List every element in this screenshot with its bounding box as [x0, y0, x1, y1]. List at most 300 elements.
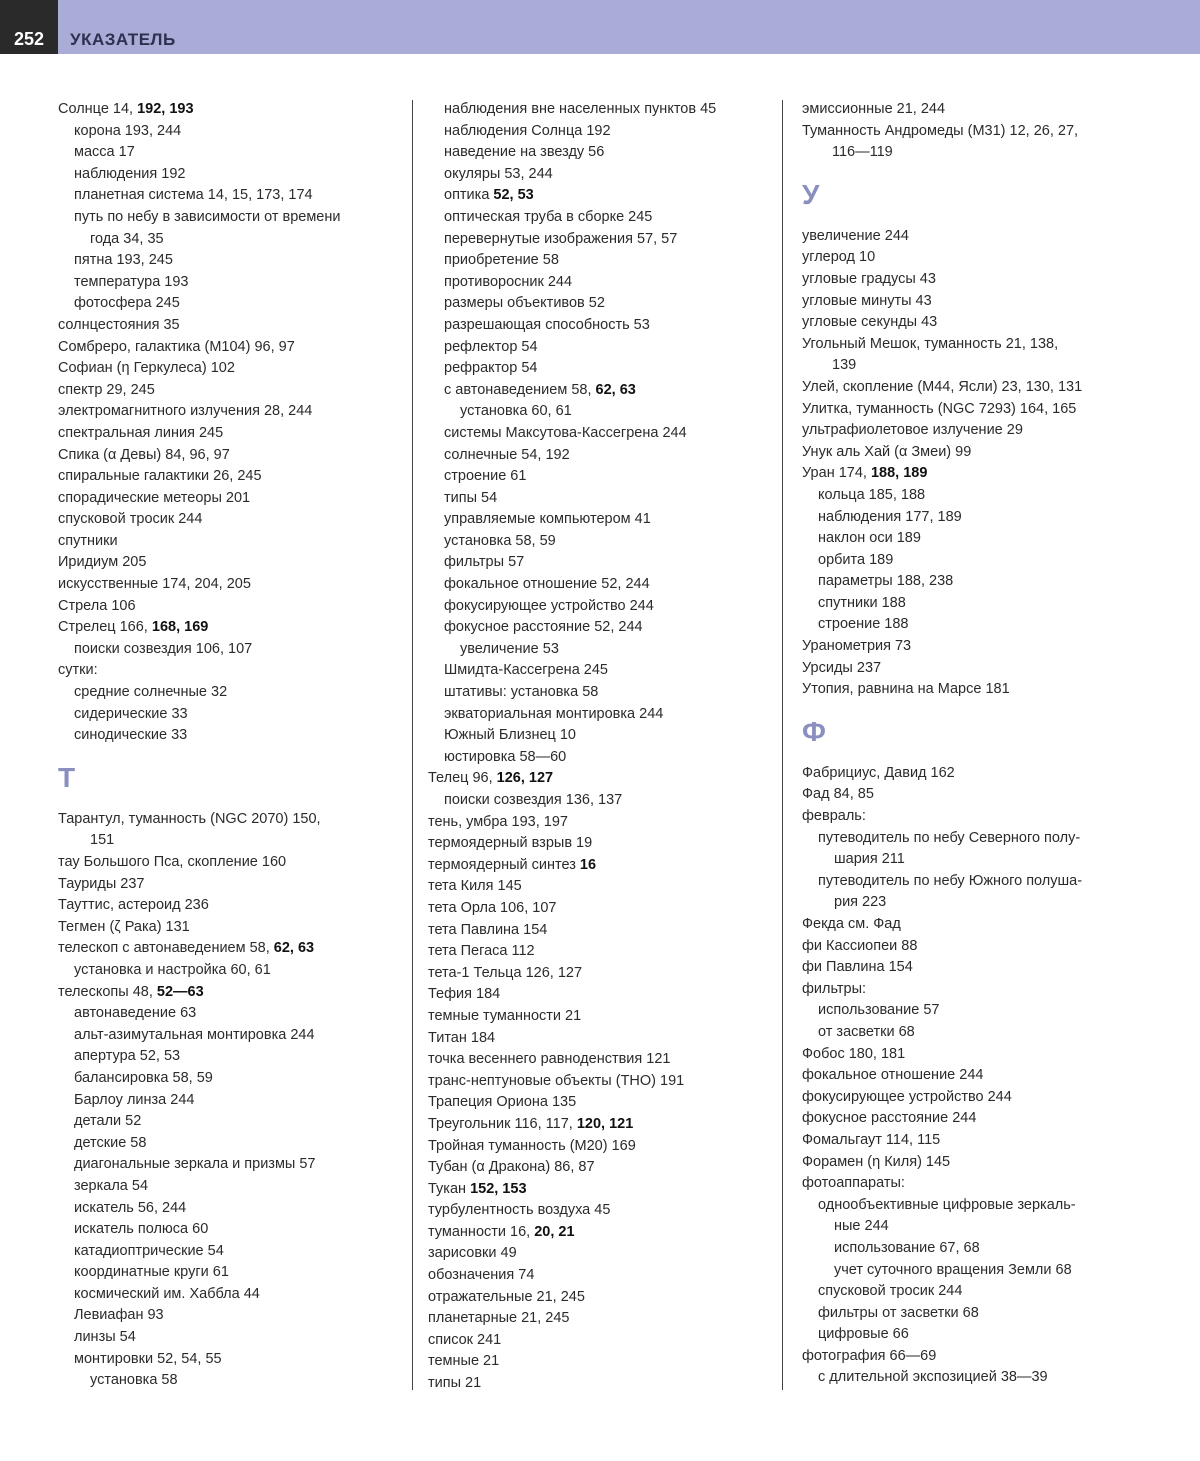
index-entry	[58, 1305, 408, 1327]
index-entry-text: ультрафиолетовое излучение 29	[802, 422, 1023, 439]
index-entry	[802, 1324, 1142, 1346]
index-entry	[802, 1000, 1142, 1022]
index-entry-text: тета Павлина 154	[428, 921, 548, 938]
index-entry-text: однообъективные цифровые зеркаль-	[818, 1196, 1076, 1213]
index-entry-text: Тройная туманность (M20) 169	[428, 1137, 636, 1154]
index-entry	[58, 1025, 408, 1047]
index-entry-text: зарисовки 49	[428, 1245, 517, 1262]
index-entry-main-pages: 168, 169	[151, 619, 209, 636]
index-entry-main-pages: 188, 189	[870, 465, 928, 482]
index-entry	[428, 531, 788, 553]
index-entry	[802, 1173, 1142, 1195]
index-entry-text: штативы: установка 58	[444, 684, 599, 701]
index-entry	[802, 1152, 1142, 1174]
index-entry	[802, 1044, 1142, 1066]
index-entry	[58, 99, 408, 121]
index-entry	[58, 358, 408, 380]
index-entry-text: рия 223	[834, 894, 887, 911]
index-entry-text: искусственные 174, 204, 205	[58, 576, 251, 593]
index-entry-text: искатель 56, 244	[74, 1199, 187, 1216]
index-entry-text: Уранометрия 73	[802, 638, 912, 655]
index-entry	[428, 272, 788, 294]
index-entry	[428, 185, 788, 207]
index-entry-text: Тарантул, туманность (NGC 2070) 150,	[58, 810, 321, 827]
index-entry	[802, 312, 1142, 334]
index-column-2	[428, 99, 788, 1395]
index-entry-text: линзы 54	[74, 1329, 136, 1346]
index-entry	[428, 812, 788, 834]
index-entry-text: Солнце 14,	[58, 101, 138, 117]
index-entry	[428, 790, 788, 812]
index-entry	[58, 142, 408, 164]
index-entry	[58, 1111, 408, 1133]
index-entry	[58, 401, 408, 423]
index-entry-text: угловые градусы 43	[802, 270, 936, 287]
index-entry-text: Фекда см. Фад	[802, 916, 901, 932]
index-entry-text: Уран 174,	[802, 465, 871, 482]
index-entry	[58, 895, 408, 917]
index-entry-text: планетная система 14, 15, 173, 174	[74, 187, 313, 204]
index-entry-text: турбулентность воздуха 45	[428, 1202, 611, 1219]
index-entry-text: Софиан (η Геркулеса) 102	[58, 360, 235, 377]
index-entry-text: термоядерный взрыв 19	[428, 835, 593, 852]
index-entry-text: путь по небу в зависимости от времени	[74, 208, 341, 225]
index-entry-text: спутники	[58, 532, 118, 549]
index-entry-text: системы Максутова-Кассегрена 244	[444, 424, 687, 441]
index-entry	[428, 423, 788, 445]
index-entry	[802, 1087, 1142, 1109]
index-entry	[802, 979, 1142, 1001]
index-entry	[802, 1367, 1142, 1389]
index-entry-text: космический им. Хаббла 44	[74, 1285, 260, 1302]
index-entry-main-pages: 16	[579, 856, 597, 873]
index-entry	[802, 247, 1142, 269]
index-entry-text: отражательные 21, 245	[428, 1288, 585, 1305]
index-entry-text: тень, умбра 193, 197	[428, 813, 568, 830]
index-entry-text: от засветки 68	[818, 1023, 915, 1040]
index-entry	[802, 1022, 1142, 1044]
index-entry	[802, 1065, 1142, 1087]
index-entry-main-pages: 62, 63	[595, 381, 636, 398]
index-entry-text: Стрела 106	[58, 597, 136, 614]
section-letter: Ф	[802, 715, 826, 747]
index-entry-text: ные 244	[834, 1218, 889, 1235]
index-entry	[428, 121, 788, 143]
index-entry	[58, 185, 408, 207]
index-entry	[58, 852, 408, 874]
index-entry-text: солнечные 54, 192	[444, 446, 570, 463]
index-entry	[802, 1130, 1142, 1152]
index-entry	[58, 874, 408, 896]
index-entry-text: тета-1 Тельца 126, 127	[428, 964, 583, 981]
index-entry-text: тау Большого Пса, скопление 160	[58, 854, 287, 870]
index-entry	[428, 682, 788, 704]
index-entry-text: строение 61	[444, 468, 527, 485]
index-entry-text: управляемые компьютером 41	[444, 511, 651, 528]
index-entry-text: оптика	[444, 187, 494, 204]
index-entry-text: поиски созвездия 106, 107	[74, 640, 253, 657]
index-entry	[802, 420, 1142, 442]
index-entry	[428, 660, 788, 682]
index-entry-text: путеводитель по небу Южного полуша-	[818, 872, 1083, 889]
index-entry-text: солнцестояния 35	[58, 316, 180, 333]
index-entry	[428, 488, 788, 510]
index-entry	[428, 337, 788, 359]
index-entry	[58, 1133, 408, 1155]
index-entry	[802, 1108, 1142, 1130]
index-entry	[802, 679, 1142, 701]
index-entry-text: оптическая труба в сборке 245	[444, 208, 653, 225]
index-entry-text: угловые секунды 43	[802, 314, 938, 331]
index-entry-text: увеличение 53	[460, 640, 559, 657]
index-entry	[58, 1262, 408, 1284]
index-entry-main-pages: 52, 53	[493, 187, 534, 204]
index-entry-text: приобретение 58	[444, 252, 559, 269]
index-entry-text: использование 57	[818, 1002, 940, 1019]
index-entry-text: координатные круги 61	[74, 1264, 229, 1281]
index-entry-text: Улитка, туманность (NGC 7293) 164, 165	[802, 400, 1077, 417]
index-entry	[428, 1330, 788, 1352]
index-entry	[58, 272, 408, 294]
index-entry	[58, 121, 408, 143]
index-entry	[428, 704, 788, 726]
index-entry-text: фокусное расстояние 52, 244	[444, 619, 643, 636]
index-entry	[802, 957, 1142, 979]
index-entry-text: автонаведение 63	[74, 1005, 197, 1022]
index-entry-text: наблюдения вне населенных пунктов 45	[444, 101, 717, 117]
index-entry-text: фильтры 57	[444, 554, 525, 571]
index-entry	[428, 876, 788, 898]
page-number: 252	[0, 0, 58, 54]
index-entry	[428, 1243, 788, 1265]
index-entry-text: синодические 33	[74, 727, 188, 744]
index-entry-text: фотография 66—69	[802, 1347, 937, 1364]
index-entry-text: сидерические 33	[74, 705, 188, 722]
index-entry-text: Фобос 180, 181	[802, 1045, 906, 1062]
index-entry-text: катадиоптрические 54	[74, 1242, 224, 1259]
index-entry	[428, 445, 788, 467]
index-entry	[428, 250, 788, 272]
index-entry-text: монтировки 52, 54, 55	[74, 1350, 222, 1367]
index-entry-text: туманности 16,	[428, 1223, 535, 1240]
index-entry	[58, 1154, 408, 1176]
index-entry-text: зеркала 54	[74, 1177, 149, 1194]
index-entry	[802, 892, 1142, 914]
index-entry-text: список 241	[428, 1331, 502, 1348]
index-entry-text: типы 21	[428, 1375, 482, 1392]
index-entry	[802, 269, 1142, 291]
index-entry-text: искатель полюса 60	[74, 1221, 209, 1238]
index-entry-text: размеры объективов 52	[444, 295, 605, 312]
index-entry	[58, 639, 408, 661]
index-entry-text: темные 21	[428, 1353, 500, 1370]
index-entry-text: наведение на звезду 56	[444, 144, 605, 161]
index-entry-text: юстировка 58—60	[444, 748, 567, 765]
index-entry-text: Унук аль Хай (α Змеи) 99	[802, 443, 972, 460]
index-entry-text: окуляры 53, 244	[444, 165, 553, 182]
index-entry-text: спектр 29, 245	[58, 381, 155, 398]
index-entry-text: цифровые 66	[818, 1326, 909, 1343]
index-entry	[428, 1200, 788, 1222]
index-entry-text: фи Павлина 154	[802, 959, 913, 976]
index-entry-text: фокусирующее устройство 244	[802, 1088, 1012, 1105]
index-entry	[428, 1222, 788, 1244]
index-entry-text: Стрелец 166,	[58, 619, 152, 636]
index-entry	[428, 1049, 788, 1071]
index-entry	[428, 1071, 788, 1093]
index-entry	[58, 1046, 408, 1068]
index-entry-text: экваториальная монтировка 244	[444, 705, 664, 722]
index-entry-text: детали 52	[74, 1113, 142, 1130]
index-entry-text: темные туманности 21	[428, 1007, 582, 1024]
index-entry	[802, 442, 1142, 464]
index-entry-text: Тауттис, астероид 236	[58, 897, 209, 914]
index-entry-text: масса 17	[74, 144, 135, 161]
index-entry	[58, 704, 408, 726]
index-entry	[58, 315, 408, 337]
index-entry	[802, 763, 1142, 785]
index-entry-text: спутники 188	[818, 594, 906, 611]
index-entry	[428, 293, 788, 315]
index-entry	[58, 830, 408, 852]
index-entry-text: спиральные галактики 26, 245	[58, 468, 262, 485]
index-entry-text: наклон оси 189	[818, 530, 921, 547]
index-entry	[58, 809, 408, 831]
index-entry	[58, 938, 408, 960]
index-entry	[428, 984, 788, 1006]
index-entry	[58, 574, 408, 596]
index-entry	[802, 806, 1142, 828]
index-entry	[802, 528, 1142, 550]
index-entry-text: сутки:	[58, 662, 98, 679]
index-entry-text: Улей, скопление (M44, Ясли) 23, 130, 131	[802, 378, 1083, 395]
index-entry-text: Треугольник 116, 117,	[428, 1115, 577, 1132]
index-entry	[428, 509, 788, 531]
index-entry-text: Шмидта-Кассегрена 245	[444, 662, 608, 679]
index-entry-text: телескоп с автонаведением 58,	[58, 940, 274, 957]
index-entry-text: установка и настройка 60, 61	[74, 961, 271, 978]
index-entry	[428, 142, 788, 164]
section-letter: У	[802, 178, 820, 210]
index-entry	[58, 617, 408, 639]
index-entry	[428, 1136, 788, 1158]
index-entry	[802, 614, 1142, 636]
index-entry-text: увеличение 244	[802, 227, 909, 244]
index-entry	[428, 574, 788, 596]
index-entry	[802, 1346, 1142, 1368]
index-entry-text: Форамен (η Киля) 145	[802, 1153, 951, 1170]
index-entry	[802, 485, 1142, 507]
index-entry-text: планетарные 21, 245	[428, 1310, 570, 1327]
index-entry	[428, 1114, 788, 1136]
index-entry	[802, 936, 1142, 958]
index-entry	[802, 871, 1142, 893]
index-entry-text: строение 188	[818, 616, 909, 633]
index-entry-text: Барлоу линза 244	[74, 1091, 195, 1108]
index-entry	[428, 164, 788, 186]
index-entry	[428, 963, 788, 985]
index-entry-text: фотосфера 245	[74, 295, 180, 312]
index-entry	[428, 768, 788, 790]
index-entry-text: углерод 10	[802, 249, 876, 266]
index-entry-text: поиски созвездия 136, 137	[444, 792, 623, 808]
index-entry	[58, 1349, 408, 1371]
index-entry-text: Иридиум 205	[58, 554, 147, 571]
index-entry-text: тета Орла 106, 107	[428, 899, 557, 916]
index-entry-text: Тукан	[428, 1180, 471, 1197]
index-entry-text: спусковой тросик 244	[818, 1283, 963, 1300]
index-entry	[58, 1068, 408, 1090]
index-entry-text: фотоаппараты:	[802, 1175, 905, 1192]
index-entry-text: спорадические метеоры 201	[58, 489, 251, 506]
index-entry	[802, 99, 1142, 121]
index-entry-text: 139	[832, 357, 857, 374]
index-entry-text: фокальное отношение 52, 244	[444, 576, 650, 593]
index-entry	[428, 898, 788, 920]
index-entry	[428, 1179, 788, 1201]
index-entry	[802, 849, 1142, 871]
index-entry	[58, 982, 408, 1004]
index-entry-text: Фабрициус, Давид 162	[802, 764, 955, 781]
index-entry-text: Тегмен (ζ Рака) 131	[58, 918, 190, 935]
index-entry-main-pages: 52—63	[156, 983, 204, 1000]
column-divider	[412, 100, 413, 1390]
index-entry	[58, 1219, 408, 1241]
index-entry-text: электромагнитного излучения 28, 244	[58, 403, 313, 420]
index-entry-text: спектральная линия 245	[58, 424, 224, 441]
index-entry-text: Туманность Андромеды (M31) 12, 26, 27,	[802, 122, 1079, 139]
index-entry	[58, 596, 408, 618]
index-entry	[802, 1303, 1142, 1325]
index-entry-text: точка весеннего равноденствия 121	[428, 1051, 671, 1068]
index-entry	[802, 355, 1142, 377]
index-entry-text: термоядерный синтез	[428, 856, 580, 873]
index-entry	[58, 960, 408, 982]
index-entry	[802, 571, 1142, 593]
index-entry-text: Телец 96,	[428, 770, 497, 787]
index-entry-text: орбита 189	[818, 551, 894, 568]
index-entry-text: пятна 193, 245	[74, 252, 173, 269]
index-entry-text: Урсиды 237	[802, 659, 882, 676]
index-entry-text: спусковой тросик 244	[58, 511, 203, 528]
index-entry	[58, 1241, 408, 1263]
index-entry	[58, 531, 408, 553]
index-entry-text: Титан 184	[428, 1029, 496, 1046]
index-entry-text: Тауриды 237	[58, 875, 145, 892]
index-entry-text: фокусирующее устройство 244	[444, 597, 654, 614]
index-entry-text: Левиафан 93	[74, 1307, 164, 1324]
index-entry	[802, 1281, 1142, 1303]
index-entry-text: тета Пегаса 112	[428, 943, 535, 960]
index-entry	[58, 466, 408, 488]
index-entry	[58, 725, 408, 747]
page-header	[0, 0, 1200, 54]
index-entry-text: транс-нептуновые объекты (ТНО) 191	[428, 1072, 685, 1089]
index-entry-text: установка 58, 59	[444, 532, 556, 549]
index-entry-main-pages: 120, 121	[576, 1115, 634, 1132]
index-entry-text: типы 54	[444, 489, 498, 506]
index-entry	[58, 229, 408, 251]
index-entry	[58, 488, 408, 510]
index-entry-text: наблюдения 177, 189	[818, 508, 962, 525]
index-entry-text: Тубан (α Дракона) 86, 87	[428, 1159, 595, 1176]
index-entry	[428, 725, 788, 747]
index-entry-text: путеводитель по небу Северного полу-	[818, 829, 1081, 846]
index-entry-text: установка 58	[90, 1372, 178, 1389]
index-entry-text: Спика (α Девы) 84, 96, 97	[58, 446, 230, 463]
index-entry-text: Тефия 184	[428, 986, 501, 1003]
index-entry	[428, 466, 788, 488]
index-entry-text: Сомбреро, галактика (M104) 96, 97	[58, 338, 295, 355]
index-entry	[428, 1157, 788, 1179]
index-entry	[58, 293, 408, 315]
index-entry	[58, 1176, 408, 1198]
index-entry	[802, 550, 1142, 572]
index-entry-text: учет суточного вращения Земли 68	[834, 1261, 1072, 1278]
index-entry-text: детские 58	[74, 1134, 147, 1151]
index-entry	[802, 1238, 1142, 1260]
index-entry-text: кольца 185, 188	[818, 486, 926, 503]
index-entry-text: года 34, 35	[90, 230, 164, 247]
index-entry-text: эмиссионные 21, 244	[802, 101, 946, 117]
index-entry	[802, 914, 1142, 936]
index-entry-text: температура 193	[74, 273, 189, 290]
index-entry-text: 151	[90, 832, 115, 849]
index-entry-text: наблюдения Солнца 192	[444, 122, 611, 139]
index-entry-text: с длительной экспозицией 38—39	[818, 1369, 1048, 1386]
index-entry	[58, 337, 408, 359]
index-entry-text: диагональные зеркала и призмы 57	[74, 1156, 316, 1173]
index-entry	[802, 463, 1142, 485]
index-entry-main-pages: 192, 193	[137, 101, 194, 117]
index-entry	[428, 99, 788, 121]
index-entry-text: балансировка 58, 59	[74, 1069, 213, 1086]
index-entry-text: телескопы 48,	[58, 983, 157, 1000]
index-entry	[802, 636, 1142, 658]
index-entry-text: фокусное расстояние 244	[802, 1110, 977, 1127]
index-entry	[428, 207, 788, 229]
index-column-1	[58, 99, 408, 1392]
index-entry	[428, 1092, 788, 1114]
index-entry	[428, 1006, 788, 1028]
index-entry	[802, 226, 1142, 248]
index-entry-text: февраль:	[802, 808, 866, 825]
index-entry	[58, 164, 408, 186]
index-entry	[58, 1370, 408, 1392]
index-entry-text: угловые минуты 43	[802, 292, 932, 309]
index-entry	[58, 1327, 408, 1349]
index-entry	[428, 1265, 788, 1287]
index-entry-text: разрешающая способность 53	[444, 316, 650, 333]
index-entry-text: апертура 52, 53	[74, 1048, 181, 1065]
index-entry	[58, 682, 408, 704]
index-entry	[802, 784, 1142, 806]
index-entry	[802, 334, 1142, 356]
index-entry-text: обозначения 74	[428, 1267, 535, 1284]
index-entry-text: Угольный Мешок, туманность 21, 138,	[802, 335, 1059, 352]
index-entry	[428, 747, 788, 769]
page-title: УКАЗАТЕЛЬ	[70, 30, 176, 49]
index-entry	[802, 142, 1142, 164]
index-entry	[428, 639, 788, 661]
index-entry	[428, 833, 788, 855]
index-entry	[58, 917, 408, 939]
index-entry-main-pages: 152, 153	[470, 1180, 527, 1197]
index-entry	[428, 1308, 788, 1330]
index-entry-text: Фад 84, 85	[802, 786, 874, 803]
section-letter: Т	[58, 761, 76, 793]
index-entry-main-pages: 62, 63	[273, 940, 315, 957]
